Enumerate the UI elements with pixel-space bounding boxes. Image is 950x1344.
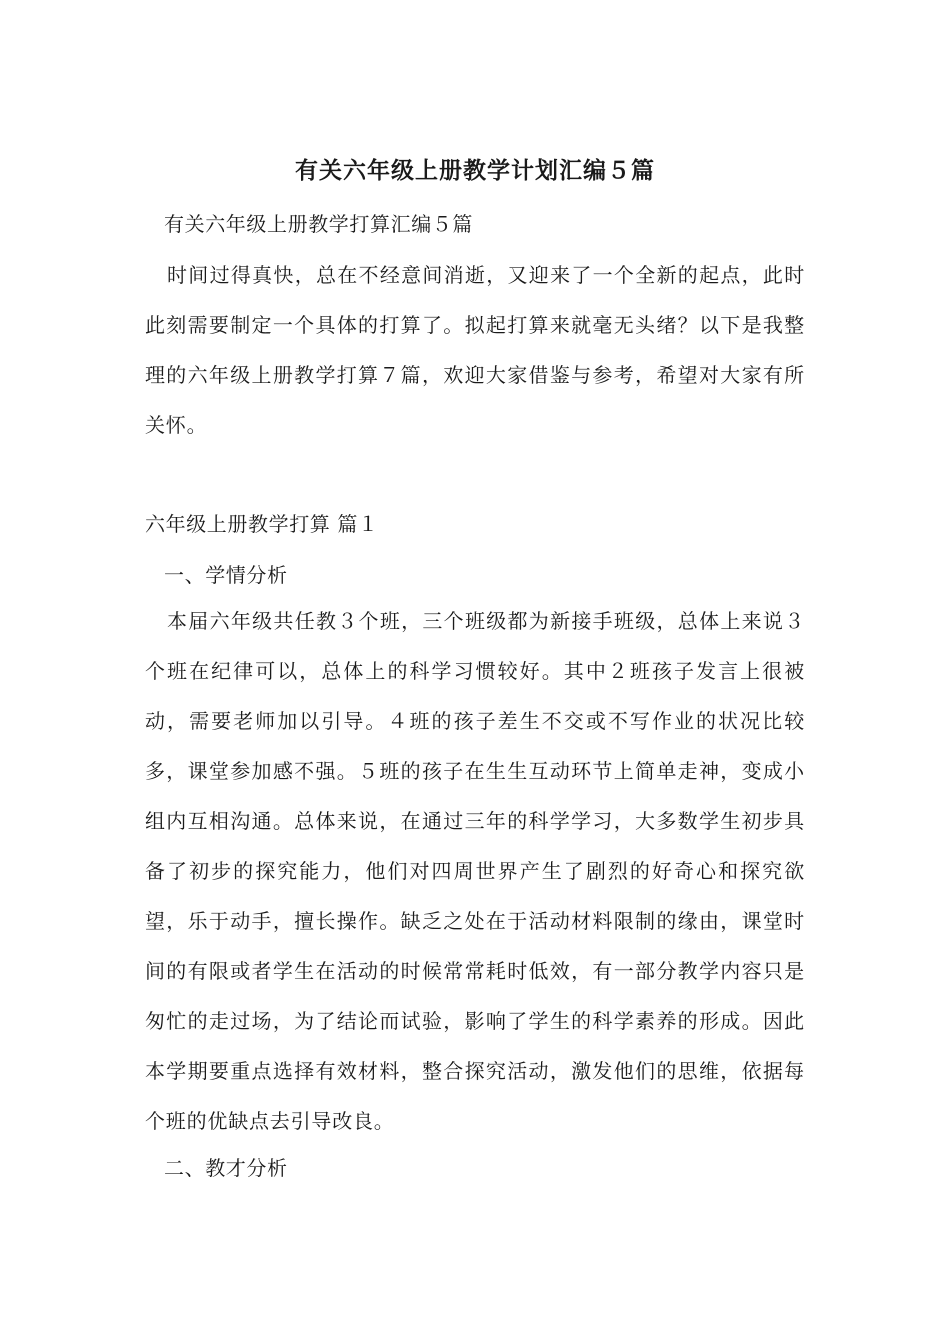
part1-paragraph: 本届六年级共任教３个班，三个班级都为新接手班级，总体上来说３个班在纪律可以，总体上的科学习惯较好。其中２班孩子发言上很被动，需要老师加以引导。４班的孩子差生不交或不写作业的状况比较多，课堂参加感不强。５班的孩子在生生互动环节上简单走神，变成小组内互相沟通。总体来说，在通过三年的科学学习，大多数学生初步具备了初步的探究能力，他们对四周世界产生了剧烈的好奇心和探究欲望，乐于动手，擅长操作。缺乏之处在于活动材料限制的缘由，课堂时间的有限或者学生在活动的时候常常耗时低效，有一部分教学内容只是匆忙的走过场，为了结论而试验，影响了学生的科学素养的形成。因此本学期要重点选择有效材料，整合探究活动，激发他们的思维，依据每个班的优缺点去引导改良。 [145, 609, 805, 1133]
part1-heading: 一、学情分析 [164, 563, 288, 587]
document-subtitle: 有关六年级上册教学打算汇编５篇 [164, 212, 473, 236]
intro-paragraph: 时间过得真快，总在不经意间消逝，又迎来了一个全新的起点，此时此刻需要制定一个具体的打算了。拟起打算来就毫无头绪？以下是我整理的六年级上册教学打算７篇，欢迎大家借鉴与参考，希望对大家有所关怀。 [145, 263, 805, 437]
document-title: 有关六年级上册教学计划汇编５篇 [295, 158, 655, 184]
section-heading: 六年级上册教学打算 篇１ [145, 512, 379, 536]
part2-heading: 二、教才分析 [164, 1156, 288, 1180]
